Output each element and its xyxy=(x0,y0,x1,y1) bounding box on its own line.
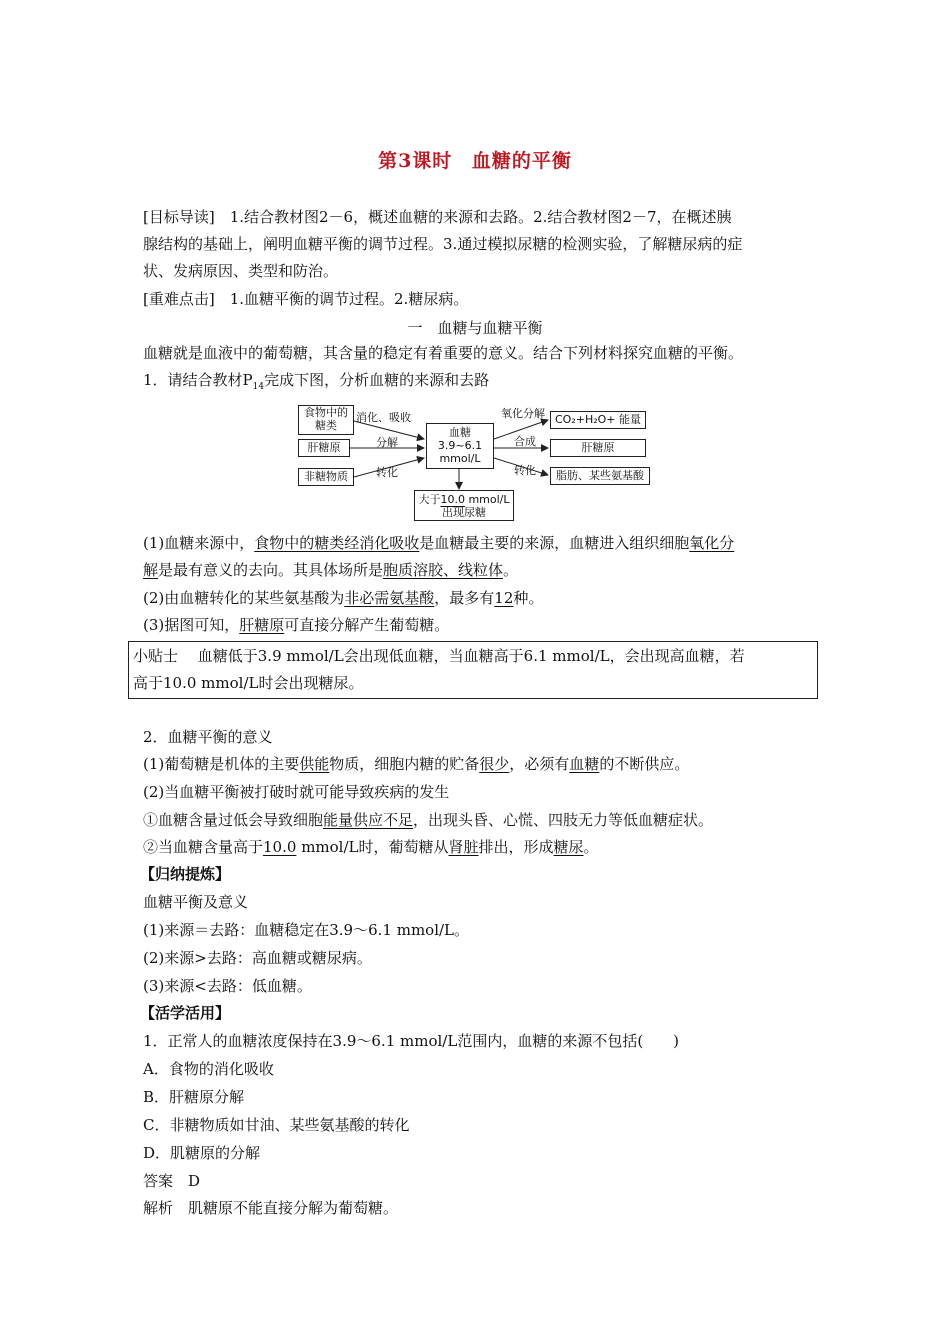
answer-3: (3)据图可知，肝糖原可直接分解产生葡萄糖。 xyxy=(143,616,450,634)
label-oxidation: 氧化分解 xyxy=(501,407,545,420)
dest-co2-box: CO₂+H₂O+ 能量 xyxy=(550,411,646,429)
label-conversion-out: 转化 xyxy=(514,464,536,477)
summary-item-1: (1)来源＝去路：血糖稳定在3.9～6.1 mmol/L。 xyxy=(143,921,470,939)
answer-2: (2)由血糖转化的某些氨基酸为非必需氨基酸，最多有12种。 xyxy=(143,589,544,607)
urine-sugar-box: 大于10.0 mmol/L 出现尿糖 xyxy=(414,490,514,521)
summary-title: 血糖平衡及意义 xyxy=(143,893,249,911)
option-c: C．非糖物质如甘油、某些氨基酸的转化 xyxy=(143,1116,410,1134)
lesson-number: 第3课时 xyxy=(378,150,453,172)
answer: 答案 D xyxy=(143,1172,201,1190)
goal-line-1: [目标导读] 1.结合教材图2－6，概述血糖的来源和去路。2.结合教材图2－7，在概述胰 xyxy=(143,208,732,226)
question-1: 1．请结合教材$P_{14}$完成下图，分析血糖的来源和去路 xyxy=(143,371,490,392)
tip-line-1: 小贴士 血糖低于3.9 mmol/L会出现低血糖，当血糖高于6.1 mmol/L，会出现高血糖，若 xyxy=(133,647,745,665)
summary-item-2: (2)来源>去路：高血糖或糖尿病。 xyxy=(143,949,372,967)
source-glycogen-box: 肝糖原 xyxy=(298,439,350,457)
analysis: 解析 肌糖原不能直接分解为葡萄糖。 xyxy=(143,1199,399,1217)
section-2-heading: 2．血糖平衡的意义 xyxy=(143,728,273,746)
tip-box xyxy=(128,641,818,699)
source-nonsugar-box: 非糖物质 xyxy=(298,468,354,486)
summary-heading: 【归纳提炼】 xyxy=(140,865,231,883)
tip-line-2: 高于10.0 mmol/L时会出现糖尿。 xyxy=(133,674,364,692)
lesson-topic: 血糖的平衡 xyxy=(471,150,572,172)
summary-item-3: (3)来源<去路：低血糖。 xyxy=(143,977,312,995)
practice-heading: 【活学活用】 xyxy=(140,1004,231,1022)
blood-sugar-diagram xyxy=(296,403,656,523)
label-conversion-in: 转化 xyxy=(376,466,398,479)
source-food-box: 食物中的糖类 xyxy=(298,405,354,435)
section-2-point-3: ①血糖含量过低会导致细胞能量供应不足，出现头昏、心慌、四肢无力等低血糖症状。 xyxy=(143,811,714,829)
label-digestion: 消化、吸收 xyxy=(356,411,411,424)
goal-line-3: 状、发病原因、类型和防治。 xyxy=(143,262,339,280)
option-d: D．肌糖原的分解 xyxy=(143,1144,261,1162)
blood-sugar-center-box: 血糖 3.9~6.1 mmol/L xyxy=(426,423,494,469)
section-heading: 一 血糖与血糖平衡 xyxy=(407,319,543,337)
section-2-point-2: (2)当血糖平衡被打破时就可能导致疾病的发生 xyxy=(143,783,450,801)
key-points: [重难点击] 1.血糖平衡的调节过程。2.糖尿病。 xyxy=(143,290,469,308)
dest-glycogen-box: 肝糖原 xyxy=(550,439,646,457)
option-a: A．食物的消化吸收 xyxy=(143,1060,274,1078)
section-description: 血糖就是血液中的葡萄糖，其含量的稳定有着重要的意义。结合下列材料探究血糖的平衡。 xyxy=(143,344,744,362)
dest-fat-box: 脂肪、某些氨基酸 xyxy=(550,467,650,485)
label-decomposition: 分解 xyxy=(376,436,398,449)
section-2-point-4: ②当血糖含量高于10.0 mmol/L时，葡萄糖从肾脏排出，形成糖尿。 xyxy=(143,838,599,856)
section-2-point-1: (1)葡萄糖是机体的主要供能物质，细胞内糖的贮备很少，必须有血糖的不断供应。 xyxy=(143,755,690,773)
page-title xyxy=(0,146,950,173)
goal-line-2: 腺结构的基础上，阐明血糖平衡的调节过程。3.通过模拟尿糖的检测实验，了解糖尿病的症 xyxy=(143,235,743,253)
answer-1-line-1: (1)血糖来源中，食物中的糖类经消化吸收是血糖最主要的来源，血糖进入组织细胞氧化分 xyxy=(143,534,735,552)
label-synthesis: 合成 xyxy=(514,435,536,448)
option-b: B．肝糖原分解 xyxy=(143,1088,245,1106)
answer-1-line-2: 解是最有意义的去向。其具体场所是胞质溶胶、线粒体。 xyxy=(143,561,519,579)
practice-question: 1．正常人的血糖浓度保持在3.9～6.1 mmol/L范围内，血糖的来源不包括( ) xyxy=(143,1032,680,1050)
